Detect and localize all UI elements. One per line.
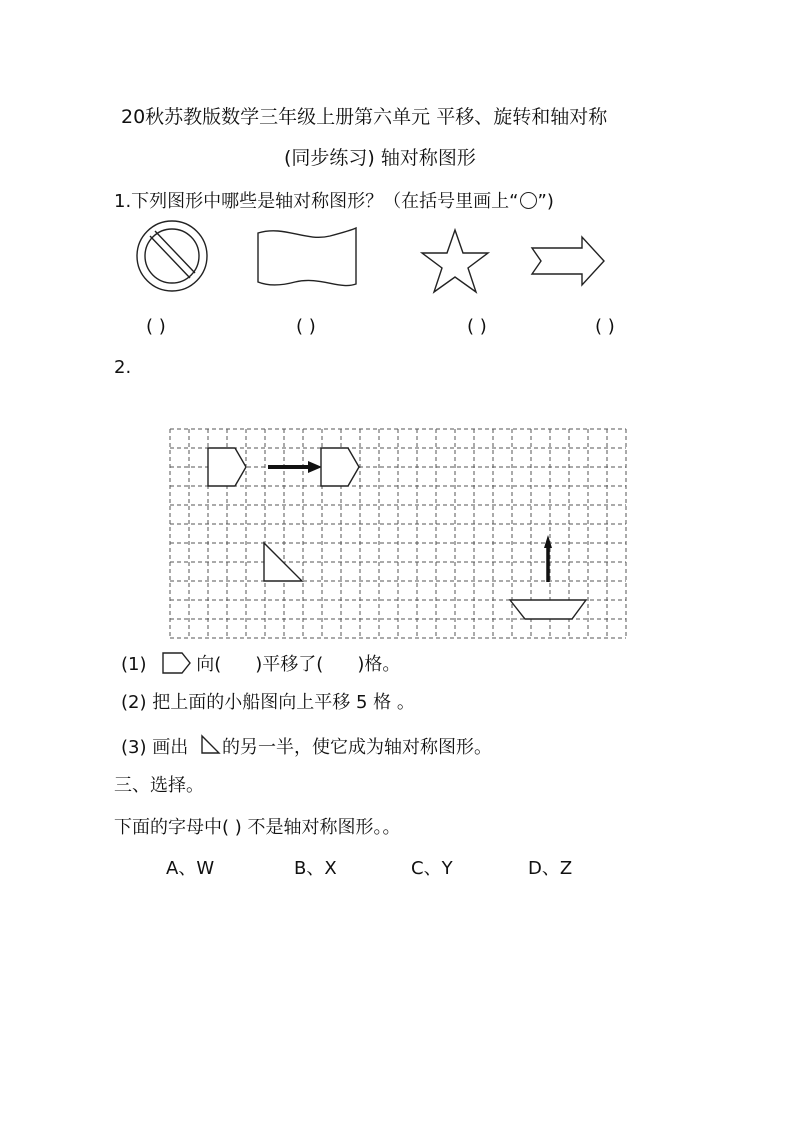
pentagon-shape-original [208, 448, 246, 486]
answer-blank-3[interactable]: ( ) [467, 316, 487, 337]
question-2-sub-3 [121, 735, 492, 757]
page-title: 20秋苏教版数学三年级上册第六单元 平移、旋转和轴对称 [121, 106, 608, 128]
question-2-number: 2. [114, 357, 132, 378]
answer-blank-1[interactable]: ( ) [146, 316, 166, 337]
boat-mast-tip [544, 535, 552, 548]
triangle-inline-icon [200, 735, 220, 755]
answer-blank-4[interactable]: ( ) [595, 316, 615, 337]
option-c[interactable]: C、Y [411, 858, 453, 879]
section-3-prompt: 下面的字母中( ) 不是轴对称图形。。 [114, 817, 401, 838]
question-2-sub-2: (2) 把上面的小船图向上平移 5 格 。 [121, 692, 415, 713]
pentagon-shape-moved [321, 448, 359, 486]
question-2-sub-1 [121, 652, 400, 674]
sub-1-text-a: 向( [196, 654, 222, 675]
question-1-prompt-text: 1.下列图形中哪些是轴对称图形？（在括号里画上“ [114, 191, 519, 212]
page-subtitle: (同步练习) 轴对称图形 [284, 147, 476, 169]
section-3-heading: 三、选择。 [114, 775, 204, 796]
translation-arrow-head [308, 461, 322, 473]
pentagon-inline-icon [162, 652, 192, 674]
sub-1-label: (1) [121, 654, 147, 675]
boat-hull-shape [510, 600, 586, 619]
answer-blank-2[interactable]: ( ) [296, 316, 316, 337]
option-a[interactable]: A、W [166, 858, 215, 879]
option-d[interactable]: D、Z [528, 858, 573, 879]
sub-1-text-c: )格。 [357, 654, 401, 675]
sub-3-label: (3) 画出 [121, 737, 189, 758]
question-1-prompt-end: ”) [537, 191, 554, 212]
sub-3-text: 的另一半，使它成为轴对称图形。 [221, 737, 492, 758]
sub-1-text-b: )平移了( [255, 654, 324, 675]
option-b[interactable]: B、X [294, 858, 337, 879]
